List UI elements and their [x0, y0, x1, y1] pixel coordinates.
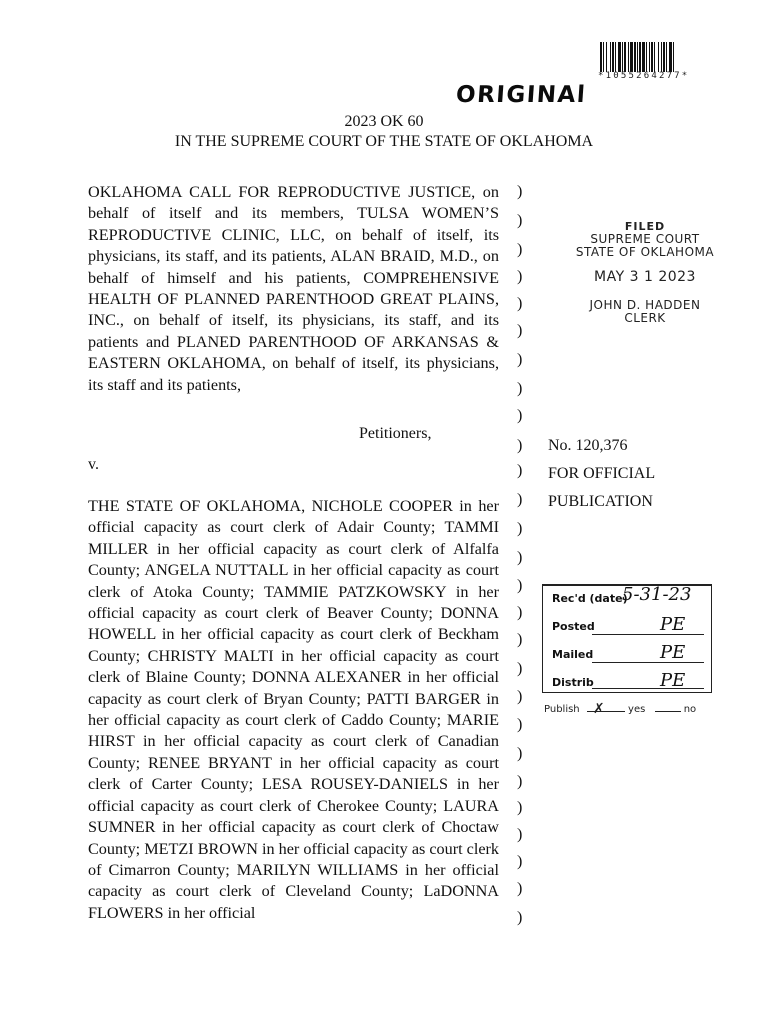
respondents-caption [88, 496, 499, 924]
barcode-number: *1055264277* [598, 71, 690, 81]
posted-line [592, 634, 704, 635]
court-name: IN THE SUPREME COURT OF THE STATE OF OKLAHOMA [174, 133, 594, 150]
publish-row [544, 701, 697, 717]
recd-label: Rec'd (date) [552, 592, 628, 605]
caption-parenthesis: ) [517, 407, 523, 424]
caption-parenthesis: ) [517, 909, 523, 926]
caption-parenthesis: ) [517, 437, 523, 454]
filed-court: SUPREME COURT [590, 232, 700, 246]
case-number: No. 120,376 [548, 437, 628, 454]
caption-parenthesis: ) [517, 520, 523, 537]
filed-stamp [560, 220, 730, 325]
caption-parenthesis: ) [517, 745, 523, 762]
caption-parenthesis: ) [517, 577, 523, 594]
petitioners-label: Petitioners, [359, 425, 432, 442]
respondents-caption-text: THE STATE OF OKLAHOMA, NICHOLE COOPER in her official capacity as court clerk of Adair County; TAMMI MILLER in her official capacity as court clerk of Alfalfa County; ANGELA NUTTALL in her official capacity as court clerk of Atoka County; TAMMIE PATZKOWSKY in her official capacity as court clerk of Beaver County; DONNA HOWELL in her official capacity as court clerk of Beckham County; CHRISTY MALTI in her official capacity as court clerk of Blaine County; DONNA ALEXANER in her official capacity as court clerk of Bryan County; PATTI BARGER in her official capacity as court clerk of Caddo County; MARIE HIRST in her official capacity as court clerk of Canadian County; RENEE BRYANT in her official capacity as court clerk of Carter County; LESA ROUSEY-DANIELS in her official capacity as court clerk of Cherokee County; LAURA SUMNER in her official capacity as court clerk of Choctaw County; METZI BROWN in her official capacity as court clerk of Cimarron County; MARILYN WILLIAMS in her official capacity as court clerk of Cleveland County; LaDONNA FLOWERS in her official [88, 497, 500, 922]
case-publication: PUBLICATION [548, 493, 653, 510]
caption-parenthesis: ) [517, 853, 523, 870]
caption-parenthesis: ) [517, 604, 523, 621]
caption-parenthesis: ) [517, 826, 523, 843]
caption-parenthesis: ) [517, 183, 523, 200]
caption-parenthesis: ) [517, 799, 523, 816]
caption-parenthesis: ) [517, 549, 523, 566]
caption-parenthesis: ) [517, 295, 523, 312]
barcode [600, 42, 736, 72]
receipt-stamp [542, 578, 712, 718]
filed-title: FILED [624, 220, 666, 233]
caption-parenthesis: ) [517, 268, 523, 285]
case-info [548, 432, 655, 516]
publish-yes-line [587, 701, 625, 717]
publish-mark-icon: ✗ [592, 701, 605, 717]
case-citation: 2023 OK 60 [344, 113, 424, 130]
publish-yes-label: yes [628, 704, 646, 715]
caption-parenthesis: ) [517, 660, 523, 677]
filed-clerk-name: JOHN D. HADDEN [589, 298, 701, 312]
caption-parenthesis: ) [517, 462, 523, 479]
case-official: FOR OFFICIAL [548, 465, 656, 482]
mailed-initials: PE [660, 642, 686, 663]
recd-date-handwritten: 5-31-23 [622, 584, 692, 605]
versus-label: v. [88, 456, 99, 473]
filed-clerk-title: CLERK [624, 311, 666, 325]
caption-parenthesis: ) [517, 773, 523, 790]
caption-parenthesis: ) [517, 351, 523, 368]
caption-parenthesis: ) [517, 322, 523, 339]
distrib-initials: PE [660, 670, 686, 691]
caption-parenthesis: ) [517, 380, 523, 397]
caption-parenthesis: ) [517, 716, 523, 733]
distrib-line [592, 688, 704, 689]
posted-initials: PE [660, 614, 686, 635]
filed-state: STATE OF OKLAHOMA [575, 245, 715, 259]
caption-parenthesis: ) [517, 688, 523, 705]
distrib-label: Distrib [552, 676, 594, 689]
caption-parenthesis: ) [517, 241, 523, 258]
caption-parenthesis: ) [517, 880, 523, 897]
mailed-line [592, 662, 704, 663]
petitioners-caption [88, 182, 499, 396]
caption-parenthesis: ) [517, 212, 523, 229]
posted-label: Posted [552, 620, 595, 633]
publish-no-label: no [683, 704, 697, 715]
caption-parenthesis: ) [517, 631, 523, 648]
original-stamp: ORIGINAl [455, 82, 588, 108]
publish-no-line [655, 711, 681, 712]
caption-parenthesis: ) [517, 491, 523, 508]
barcode-bar [674, 42, 675, 72]
publish-label: Publish [544, 704, 580, 715]
mailed-label: Mailed [552, 648, 594, 661]
filed-date: MAY 3 1 2023 [594, 269, 696, 285]
petitioners-caption-text: OKLAHOMA CALL FOR REPRODUCTIVE JUSTICE, on behalf of itself and its members, TULSA WOMEN’S REPRODUCTIVE CLINIC, LLC, on behalf of itself, its physicians, its staff, and its patients, ALAN BRAID, M.D., on behalf of himself and his patients, COMPREHENSIVE HEALTH OF PLANNED PARENTHOOD GREAT PLAINS, INC., on behalf of itself, its physicians, its staff, and its patients and PLANED PARENTHOOD OF ARKANSAS & EASTERN OKLAHOMA, on behalf of itself, its physicians, its staff and its patients, [88, 183, 499, 394]
